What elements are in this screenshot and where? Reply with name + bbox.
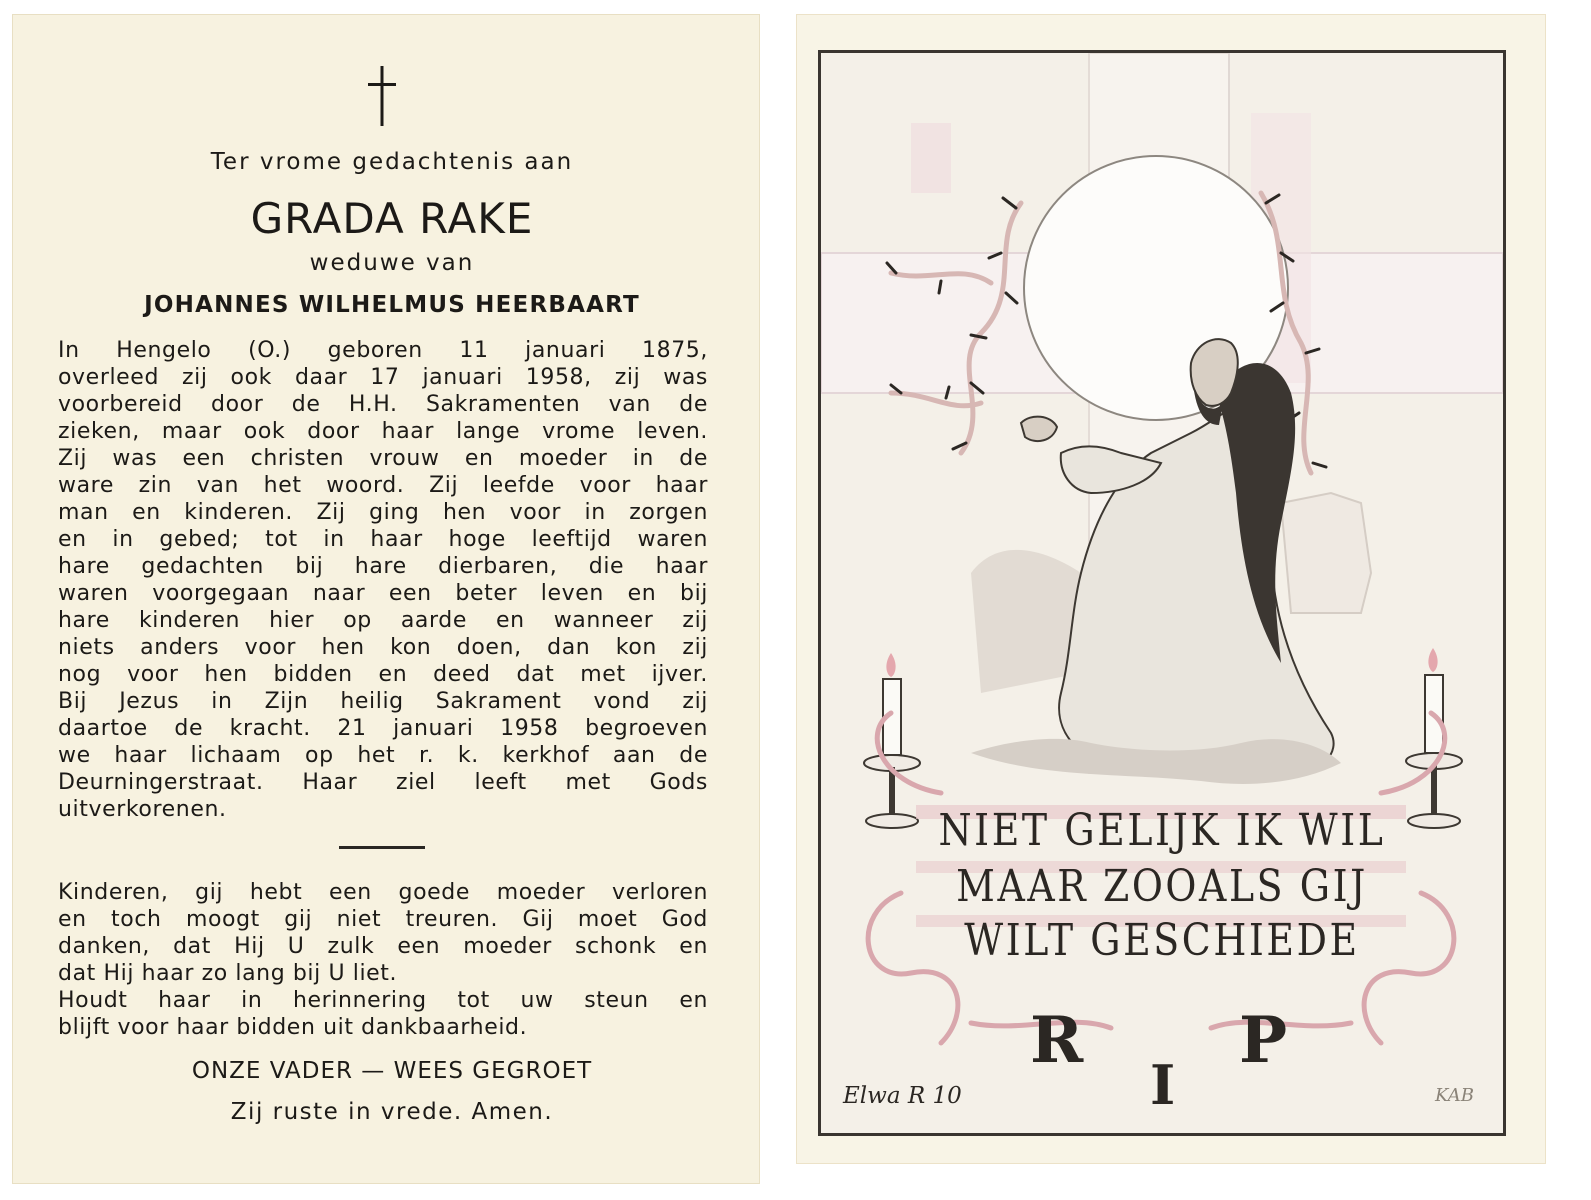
- consolation-line: dat Hij haar zo lang bij U liet.: [58, 961, 398, 986]
- bio-line: uitverkorenen.: [58, 797, 227, 822]
- artist-monogram: KAB: [1435, 1085, 1474, 1106]
- prayers-line: ONZE VADER — WEES GEGROET: [191, 1058, 593, 1084]
- bio-line: overleed zij ook daar 17 januari 1958, zij was: [58, 365, 708, 390]
- memorial-text-card: [12, 14, 760, 1184]
- widow-of-line: weduwe van: [309, 250, 475, 276]
- memorial-picture-card: [796, 14, 1546, 1164]
- bio-line: niets anders voor hen kon doen, dan kon zij: [58, 635, 708, 660]
- closing-line: Zij ruste in vrede. Amen.: [230, 1099, 554, 1125]
- bio-line: hare kinderen hier op aarde en wanneer zij: [58, 608, 708, 633]
- bio-line: hare gedachten bij hare dierbaren, die haar: [58, 554, 708, 579]
- verse-line: MAAR ZOOALS GIJ: [956, 861, 1368, 912]
- consolation-line: en toch moogt gij niet treuren. Gij moet God: [58, 907, 708, 932]
- bio-line: Bij Jezus in Zijn heilig Sakrament vond zij: [58, 689, 708, 714]
- rip-letter-r: R: [1030, 1003, 1084, 1078]
- rip-letter-p: P: [1239, 1003, 1288, 1078]
- consolation-line: blijft voor haar bidden uit dankbaarheid.: [58, 1015, 528, 1040]
- bio-line: Zij was een christen vrouw en moeder in de: [58, 446, 708, 471]
- intro-line: Ter vrome gedachtenis aan: [210, 149, 574, 175]
- bio-line: zieken, maar ook door haar lange vrome leven.: [58, 419, 708, 444]
- verse-line: NIET GELIJK IK WIL: [938, 805, 1386, 856]
- cross-icon: [367, 66, 397, 126]
- bio-line: man en kinderen. Zij ging hen voor in zorgen: [58, 500, 708, 525]
- biography-paragraph: [58, 337, 708, 823]
- bio-line: In Hengelo (O.) geboren 11 januari 1875,: [58, 338, 708, 363]
- consolation-paragraph: [58, 879, 708, 1041]
- bio-line: Deurningerstraat. Haar ziel leeft met Gods: [58, 770, 708, 795]
- consolation-line: Houdt haar in herinnering tot uw steun en: [58, 988, 708, 1013]
- devotional-illustration: [818, 50, 1506, 1136]
- rip-letter-i: I: [1150, 1053, 1176, 1117]
- bio-line: ware zin van het woord. Zij leefde voor haar: [58, 473, 708, 498]
- bio-line: we haar lichaam op het r. k. kerkhof aan de: [58, 743, 708, 768]
- section-divider: [339, 846, 425, 849]
- consolation-line: Kinderen, gij hebt een goede moeder verloren: [58, 880, 708, 905]
- verse-line: WILT GESCHIEDE: [964, 915, 1360, 966]
- praying-christ-illustration: [821, 53, 1503, 1133]
- bio-line: nog voor hen bidden en deed dat met ijver.: [58, 662, 708, 687]
- printer-mark: Elwa R 10: [843, 1083, 962, 1109]
- consolation-line: danken, dat Hij U zulk een moeder schonk en: [58, 934, 708, 959]
- deceased-name: GRADA RAKE: [250, 194, 534, 243]
- bio-line: waren voorgegaan naar een beter leven en bij: [58, 581, 708, 606]
- bio-line: en in gebed; tot in haar hoge leeftijd waren: [58, 527, 708, 552]
- bio-line: voorbereid door de H.H. Sakramenten van de: [58, 392, 708, 417]
- husband-name: JOHANNES WILHELMUS HEERBAART: [144, 292, 640, 318]
- bio-line: daartoe de kracht. 21 januari 1958 begroeven: [58, 716, 708, 741]
